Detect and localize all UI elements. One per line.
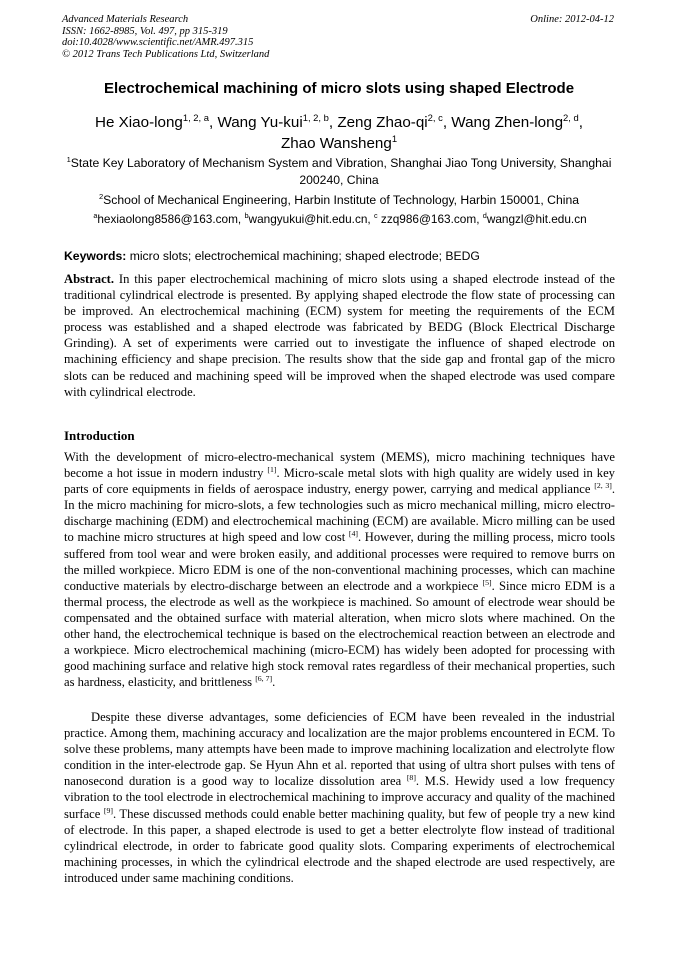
paper-title: Electrochemical machining of micro slots using shaped Electrode	[103, 80, 575, 97]
citation-ref[interactable]: [2, 3]	[594, 481, 612, 490]
section-heading-introduction: Introduction	[64, 428, 135, 443]
paragraph-text: . These discussed methods could enable better machining quality, but few of people try a new kind of electrode. In this paper, a shaped electrode is used to get a better electrolyte flow instead of traditional cylindrical electrode, in order to fabricate good quality slots. Comparing experiments of electrochemical machining processes, in which the cylindrical electrode and the shaped electrode are used respectively, are introduced under same machining conditions.	[64, 806, 615, 885]
journal-copyright: © 2012 Trans Tech Publications Ltd, Switzerland	[62, 48, 270, 60]
keywords-text: micro slots; electrochemical machining; shaped electrode; BEDG	[126, 249, 480, 263]
citation-ref[interactable]: [5]	[482, 577, 492, 587]
paragraph-text: . However, during the milling process, micro tools suffered from tool wear and were broken easily, and additional processes were required to remove burrs on the milled workpiece. Micro EDM is one of the non-conventional machining processes, which can machine conductive materials by electro-discharge between an electrode and a workpiece	[64, 530, 615, 593]
email-link[interactable]: zzq986@163.com	[377, 212, 477, 226]
author: Wang Yu-kui$^{1, 2, b}$,	[217, 111, 338, 131]
intro-paragraph-2	[64, 709, 615, 886]
paragraph-text: . Since micro EDM is a thermal process, the electrode as well as the workpiece is machined. So amount of electrode wear should be compensated and the obtained surface with material alteration, when micro slots where machined. On the other hand, the electrochemical technique is based on the electrochemical reaction between an electrode and a workpiece. Micro electrochemical machining (micro-ECM) has widely been adopted for processing with good machining surface and relative high stock removal rates regardless of their mechanical properties, such as hardness, elasticity, and brittleness	[64, 578, 615, 690]
email-link[interactable]: wangyukui@hit.edu.cn	[248, 212, 368, 226]
author: Zhao Wansheng$^1$	[280, 132, 398, 152]
author: He Xiao-long$^{1, 2, a}$,	[95, 111, 218, 131]
paragraph-text: Despite these diverse advantages, some deficiencies of ECM have been revealed in the industrial practice. Among them, machining accuracy and localization are the major problems encountered in ECM. To solve these problems, many attempts have been made to improve machining localization and electrolyte flow condition in the inter-electrode gap. Se Hyun Ahn et al. reported that using of ultra short pulses with tens of nanosecond duration is a good way to localize dissolution area	[64, 710, 615, 789]
email-link[interactable]: wangzl@hit.edu.cn	[486, 212, 587, 226]
author-emails: $^a$hexiaolong8586@163.com, $^b$wangyukui@hit.edu.cn, $^c$ zzq986@163.com, $^d$wangzl@hit.edu.cn	[93, 211, 587, 226]
paragraph-text: . Micro-scale metal slots with high quality are widely used in key parts of core equipments in fields of aerospace industry, energy power, carrying and medical appliance	[64, 466, 615, 497]
journal-issn: ISSN: 1662-8985, Vol. 497, pp 315-319	[62, 25, 228, 37]
affiliation-1: $^1$State Key Laboratory of Mechanism System and Vibration, Shanghai Jiao Tong University, Shanghai 200240, China	[66, 154, 612, 187]
abstract	[64, 271, 615, 400]
affiliation-2: $^2$School of Mechanical Engineering, Harbin Institute of Technology, Harbin 150001, China	[98, 191, 580, 207]
abstract-text: In this paper electrochemical machining of micro slots using a shaped electrode instead of the traditional cylindrical electrode is presented. By applying shaped electrode the flow state of processing can be improved. An electrochemical machining (ECM) system for meeting the requirements of the ECM process was established and a shaped electrode was fabricated by BEDG (Block Electrical Discharge Grinding). A set of experiments were carried out to investigate the influence of shaped electrode on machining efficiency and shape precision. The results show that the side gap and frontal gap of the micro slots can be reduced and machining speed will be improved when the shaped electrode was used compare with cylindrical electrode.	[64, 272, 615, 399]
citation-ref[interactable]: [8]	[406, 773, 416, 783]
intro-paragraph-1	[64, 449, 615, 690]
online-date: Online: 2012-04-12	[530, 14, 614, 25]
journal-info	[62, 14, 269, 60]
paragraph-text: .	[272, 675, 276, 690]
journal-doi: doi:10.4028/www.scientific.net/AMR.497.315	[62, 37, 254, 48]
keywords-label: Keywords:	[64, 249, 127, 263]
citation-ref[interactable]: [1]	[267, 464, 277, 474]
paragraph-text: . M.S. Hewidy used a low frequency vibration to the tool electrode in electrochemical machining to improve accuracy and quality of the machined surface	[64, 774, 615, 821]
author-list	[62, 112, 616, 154]
citation-ref[interactable]: [4]	[348, 529, 358, 539]
paragraph-text: . In the micro machining for micro-slots, a few technologies such as micro mechanical milling, micro electro-discharge machining (EDM) and electrochemical machining (ECM) are available. Micro milling can be used to machine micro structures at high speed and low cost	[64, 482, 616, 545]
email-link[interactable]: hexiaolong8586@163.com	[97, 212, 238, 226]
journal-name: Advanced Materials Research	[62, 14, 189, 25]
author: Wang Zhen-long$^{2, d}$,	[451, 111, 583, 131]
abstract-label: Abstract.	[64, 272, 115, 286]
citation-ref[interactable]: [6, 7]	[255, 674, 273, 684]
author: Zeng Zhao-qi$^{2, c}$,	[337, 111, 452, 131]
citation-ref[interactable]: [9]	[103, 805, 113, 815]
keywords	[64, 249, 620, 263]
paragraph-text: With the development of micro-electro-mechanical system (MEMS), micro machining techniques have become a hot issue in modern industry	[64, 450, 615, 481]
